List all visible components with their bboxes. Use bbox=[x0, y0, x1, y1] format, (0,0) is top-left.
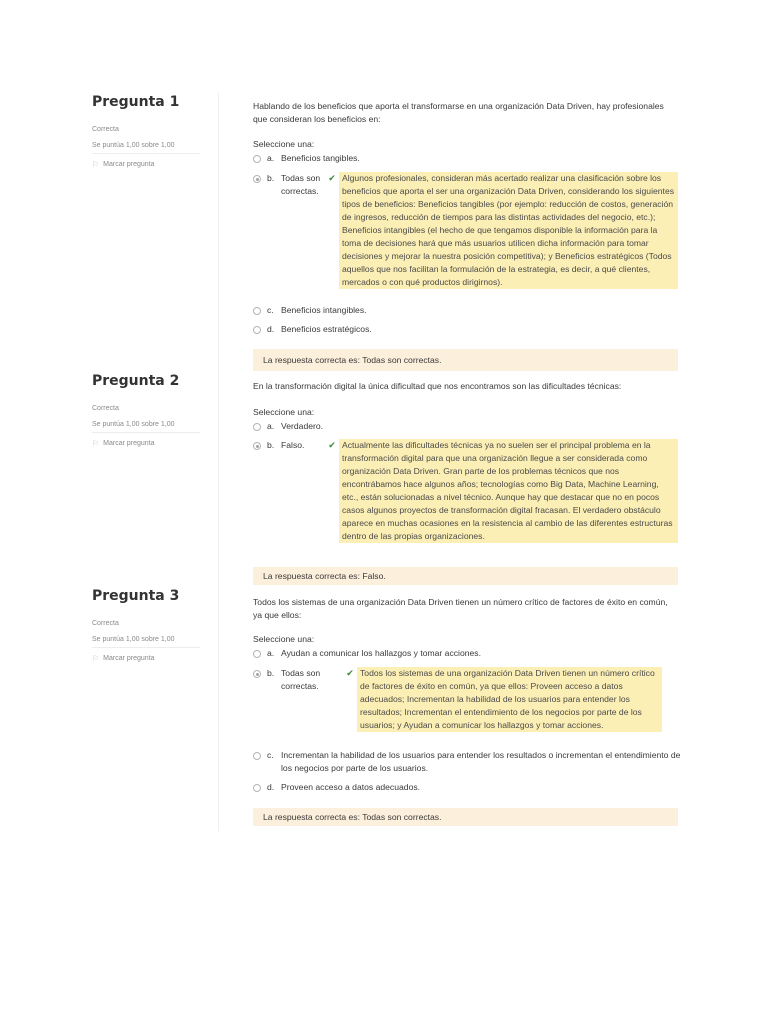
question-title: Pregunta 3 bbox=[92, 588, 180, 604]
select-one-label: Seleccione una: bbox=[253, 634, 315, 644]
option-text: Beneficios intangibles. bbox=[281, 305, 367, 315]
answer-option-d[interactable] bbox=[253, 781, 581, 794]
option-letter: b. bbox=[267, 440, 275, 450]
check-icon: ✔ bbox=[346, 668, 354, 678]
answer-option-a[interactable] bbox=[253, 152, 481, 165]
option-letter: b. bbox=[267, 173, 275, 183]
flag-question-link[interactable] bbox=[92, 654, 200, 663]
radio-d[interactable] bbox=[253, 326, 261, 334]
radio-b[interactable] bbox=[253, 175, 261, 183]
flag-icon: ⚐ bbox=[92, 160, 100, 169]
radio-d[interactable] bbox=[253, 784, 261, 792]
radio-b[interactable] bbox=[253, 442, 261, 450]
question-1 bbox=[88, 92, 680, 372]
right-answer: La respuesta correcta es: Falso. bbox=[253, 567, 678, 585]
question-text: En la transformación digital la única dificultad que nos encontramos son las dificultades técnicas: bbox=[253, 381, 622, 391]
option-letter: b. bbox=[267, 668, 275, 678]
flag-question-label: Marcar pregunta bbox=[103, 161, 155, 168]
select-one-label: Seleccione una: bbox=[253, 407, 315, 417]
radio-c[interactable] bbox=[253, 307, 261, 315]
select-one-label: Seleccione una: bbox=[253, 139, 315, 149]
radio-b[interactable] bbox=[253, 670, 261, 678]
option-text: Beneficios estratégicos. bbox=[281, 324, 372, 334]
radio-a[interactable] bbox=[253, 155, 261, 163]
answer-option-b[interactable] bbox=[253, 172, 678, 289]
question-grade: Se puntúa 1,00 sobre 1,00 bbox=[92, 636, 200, 648]
option-text: Verdadero. bbox=[281, 421, 324, 431]
answer-option-c[interactable] bbox=[253, 749, 681, 775]
flag-question-link[interactable] bbox=[92, 439, 200, 448]
question-2 bbox=[88, 371, 680, 586]
flag-question-label: Marcar pregunta bbox=[103, 440, 155, 447]
question-content bbox=[253, 371, 678, 586]
option-text: Beneficios tangibles. bbox=[281, 153, 360, 163]
question-3 bbox=[88, 586, 680, 831]
option-text: Falso. bbox=[281, 440, 305, 450]
answer-option-a[interactable] bbox=[253, 420, 481, 433]
flag-question-label: Marcar pregunta bbox=[103, 655, 155, 662]
question-state: Correcta bbox=[92, 126, 119, 133]
check-icon: ✔ bbox=[328, 440, 336, 450]
question-title: Pregunta 1 bbox=[92, 94, 180, 110]
question-state: Correcta bbox=[92, 405, 119, 412]
question-content bbox=[253, 92, 678, 372]
flag-icon: ⚐ bbox=[92, 439, 100, 448]
divider bbox=[218, 92, 219, 372]
option-feedback: Algunos profesionales, consideran más acertado realizar una clasificación sobre los beneficios que aporta el ser una organización Data Driven, considerando los siguientes tipos de beneficios: Beneficios tangibles (por ejemplo: reducción de costos, generación de ingresos, reducción de tiempos para las distintas actividades del negocio, etc.); Beneficios intangibles (el hecho de que tengamos disponible la información para la toma de decisiones hará que más usuarios utilicen dicha información para tomar decisiones y mejorar la nuestra posición competitiva); y Beneficios estratégicos (Todos aquellos que nos facilitan la formulación de la estrategia, es decir, a qué clientes, mercados o con qué productos dirigirnos). bbox=[339, 172, 678, 289]
radio-a[interactable] bbox=[253, 423, 261, 431]
check-icon: ✔ bbox=[328, 173, 336, 183]
question-info bbox=[88, 586, 200, 663]
answer-option-b[interactable] bbox=[253, 667, 662, 732]
answer-option-d[interactable] bbox=[253, 323, 481, 336]
radio-c[interactable] bbox=[253, 752, 261, 760]
radio-a[interactable] bbox=[253, 650, 261, 658]
option-feedback: Actualmente las dificultades técnicas ya no suelen ser el principal problema en la transformación digital para que una organización llegue a ser considerada como organización Data Driven. Gran parte de los problemas técnicos que nos encontrábamos hace algunos años; tecnologías como Big Data, Machine Learning, etc., están solucionadas a nivel técnico. Aunque hay que destacar que no en pocos casos algunos proyectos de transformación digital fracasan. El verdadero obstáculo aparece en muchas ocasiones en la resistencia al cambio de las diferentes estructuras dentro de las propias organizaciones. bbox=[339, 439, 678, 543]
question-content bbox=[253, 586, 681, 831]
question-info bbox=[88, 92, 200, 169]
option-letter: c. bbox=[267, 750, 274, 760]
right-answer: La respuesta correcta es: Todas son correctas. bbox=[253, 808, 678, 826]
option-letter: a. bbox=[267, 648, 275, 658]
option-text: Todas son correctas. bbox=[281, 173, 321, 196]
option-letter: a. bbox=[267, 421, 275, 431]
question-grade: Se puntúa 1,00 sobre 1,00 bbox=[92, 421, 200, 433]
option-letter: d. bbox=[267, 324, 275, 334]
option-text: Proveen acceso a datos adecuados. bbox=[281, 782, 421, 792]
flag-icon: ⚐ bbox=[92, 654, 100, 663]
divider bbox=[218, 371, 219, 586]
option-text: Incrementan la habilidad de los usuarios para entender los resultados o incrementan el entendimiento de los negocios por parte de los usuarios. bbox=[281, 750, 681, 773]
option-letter: a. bbox=[267, 153, 275, 163]
option-letter: d. bbox=[267, 782, 275, 792]
flag-question-link[interactable] bbox=[92, 160, 200, 169]
answer-option-b[interactable] bbox=[253, 439, 678, 543]
option-text: Ayudan a comunicar los hallazgos y tomar acciones. bbox=[281, 648, 481, 658]
option-feedback: Todos los sistemas de una organización Data Driven tienen un número crítico de factores de éxito en común, ya que ellos: Proveen acceso a datos adecuados; Incrementan la habilidad de los usuarios para entender los resultados; Incrementan el entendimiento de los negocios por parte de los usuarios; y Ayudan a comunicar los hallazgos y tomar acciones. bbox=[357, 667, 662, 732]
divider bbox=[218, 586, 219, 831]
answer-option-a[interactable] bbox=[253, 647, 581, 660]
question-text: Hablando de los beneficios que aporta el transformarse en una organización Data Driven, hay profesionales que consideran los beneficios en: bbox=[253, 101, 664, 124]
question-text: Todos los sistemas de una organización Data Driven tienen un número crítico de factores de éxito en común, ya que ellos: bbox=[253, 597, 668, 620]
option-text: Todas son correctas. bbox=[281, 668, 321, 691]
right-answer: La respuesta correcta es: Todas son correctas. bbox=[253, 349, 678, 371]
question-title: Pregunta 2 bbox=[92, 373, 180, 389]
question-state: Correcta bbox=[92, 620, 119, 627]
option-letter: c. bbox=[267, 305, 274, 315]
question-grade: Se puntúa 1,00 sobre 1,00 bbox=[92, 142, 200, 154]
answer-option-c[interactable] bbox=[253, 304, 481, 317]
question-info bbox=[88, 371, 200, 448]
